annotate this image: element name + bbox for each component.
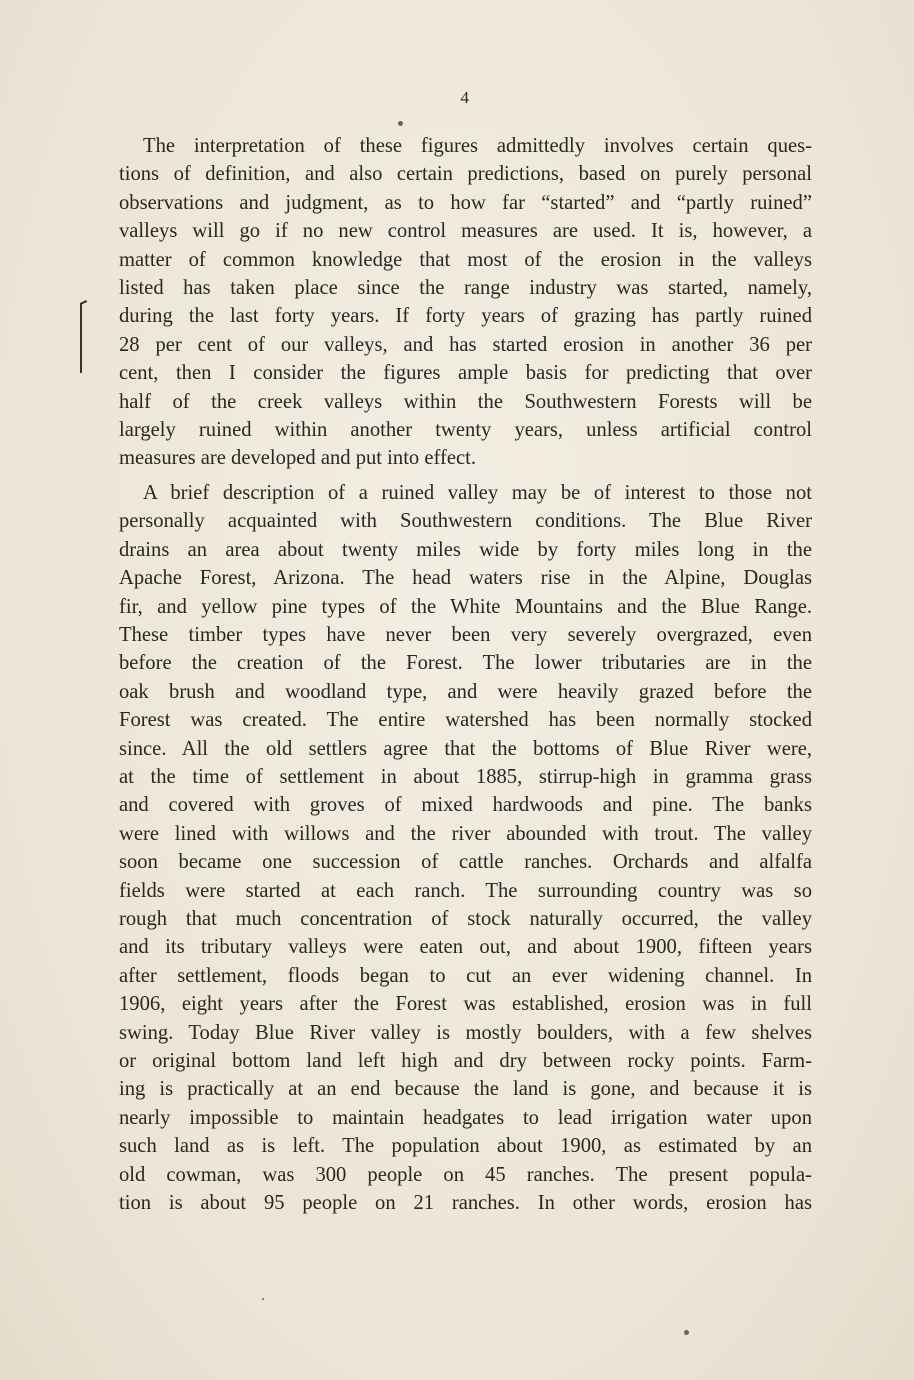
text-line: cent, then I consider the figures ample basis for predicting that over xyxy=(119,362,812,385)
text-line: rough that much concentration of stock naturally occurred, the valley xyxy=(119,907,812,930)
text-line: measures are developed and put into effect. xyxy=(119,447,477,470)
text-line: These timber types have never been very severely overgrazed, even xyxy=(119,623,812,646)
text-line: Forest was created. The entire watershed has been normally stocked xyxy=(119,709,812,732)
text-line: were lined with willows and the river abounded with trout. The valley xyxy=(119,822,812,845)
text-line: nearly impossible to maintain headgates to lead irrigation water upon xyxy=(119,1106,812,1129)
text-line: Apache Forest, Arizona. The head waters rise in the Alpine, Douglas xyxy=(119,567,812,590)
text-line: The interpretation of these figures admittedly involves certain ques- xyxy=(143,135,812,157)
text-line: tion is about 95 people on 21 ranches. In other words, erosion has xyxy=(119,1192,812,1215)
text-line: or original bottom land left high and dry between rocky points. Farm- xyxy=(119,1050,812,1072)
paragraph-1 xyxy=(119,132,812,473)
paper-speck xyxy=(398,121,403,126)
text-line: and its tributary valleys were eaten out, and about 1900, fifteen years xyxy=(119,936,812,959)
text-line: soon became one succession of cattle ranches. Orchards and alfalfa xyxy=(119,851,812,874)
paragraph-2 xyxy=(119,479,812,1218)
paper-speck xyxy=(684,1330,689,1335)
margin-bracket-mark xyxy=(80,303,88,373)
text-line: drains an area about twenty miles wide by forty miles long in the xyxy=(119,538,812,561)
text-line: during the last forty years. If forty years of grazing has partly ruined xyxy=(119,305,812,328)
paper-speck xyxy=(262,1298,264,1300)
text-line: fir, and yellow pine types of the White Mountains and the Blue Range. xyxy=(119,595,812,618)
text-line: 1906, eight years after the Forest was established, erosion was in full xyxy=(119,993,812,1016)
text-line: half of the creek valleys within the Southwestern Forests will be xyxy=(119,390,812,413)
text-line: fields were started at each ranch. The surrounding country was so xyxy=(119,879,812,902)
text-line: swing. Today Blue River valley is mostly boulders, with a few shelves xyxy=(119,1021,812,1044)
text-line: after settlement, floods began to cut an ever widening channel. In xyxy=(119,964,812,987)
page-number: 4 xyxy=(460,88,470,107)
text-line: matter of common knowledge that most of the erosion in the valleys xyxy=(119,248,812,271)
text-line: such land as is left. The population about 1900, as estimated by an xyxy=(119,1135,812,1158)
text-line: old cowman, was 300 people on 45 ranches. The present popula- xyxy=(119,1163,812,1186)
text-line: since. All the old settlers agree that the bottoms of Blue River were, xyxy=(119,737,812,760)
text-line: largely ruined within another twenty years, unless artificial control xyxy=(119,419,812,442)
body-text xyxy=(119,132,812,1217)
text-line: listed has taken place since the range industry was started, namely, xyxy=(119,277,812,300)
text-line: and covered with groves of mixed hardwoods and pine. The banks xyxy=(119,794,812,817)
text-line: personally acquainted with Southwestern conditions. The Blue River xyxy=(119,510,812,533)
text-line: observations and judgment, as to how far “started” and “partly ruined” xyxy=(119,191,812,214)
text-line: valleys will go if no new control measures are used. It is, however, a xyxy=(119,220,812,243)
text-line: tions of definition, and also certain predictions, based on purely personal xyxy=(119,163,812,186)
text-line: 28 per cent of our valleys, and has started erosion in another 36 per xyxy=(119,333,812,356)
text-line: before the creation of the Forest. The lower tributaries are in the xyxy=(119,652,812,675)
text-line: A brief description of a ruined valley may be of interest to those not xyxy=(143,481,812,504)
text-line: at the time of settlement in about 1885, stirrup-high in gramma grass xyxy=(119,765,812,788)
text-line: ing is practically at an end because the land is gone, and because it is xyxy=(119,1078,812,1101)
text-line: oak brush and woodland type, and were heavily grazed before the xyxy=(119,680,812,703)
